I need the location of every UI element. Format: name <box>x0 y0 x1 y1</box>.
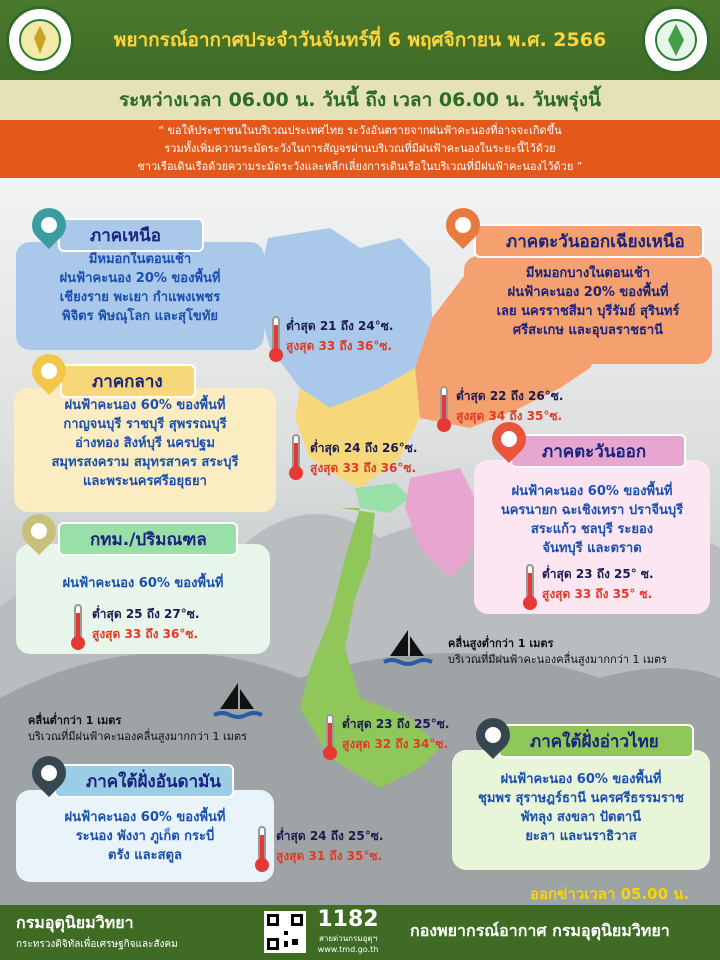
qr-code[interactable] <box>264 911 306 953</box>
south-andaman-line-3: ตรัง และสตูล <box>108 848 182 863</box>
bangkok-line-1: ฝนฟ้าคะนอง 60% ของพื้นที่ <box>62 576 224 591</box>
south-andaman-thermometer-icon <box>258 826 266 866</box>
wave-desc-gulf: บริเวณที่มีฝนฟ้าคะนองคลื่นสูงมากกว่า 1 เมตร <box>448 653 668 666</box>
south-gulf-tab: ภาคใต้ฝั่งอ่าวไทย <box>498 724 694 758</box>
central-temp-high: สูงสุด 33 ถึง 36°ซ. <box>310 461 417 475</box>
south-gulf-line-1: ฝนฟ้าคะนอง 60% ของพื้นที่ <box>500 772 662 787</box>
bangkok-temperature <box>92 604 199 644</box>
central-tab: ภาคกลาง <box>60 364 196 398</box>
south-andaman-tab: ภาคใต้ฝั่งอันดามัน <box>54 764 234 798</box>
website-link[interactable]: www.tmd.go.th <box>317 945 379 954</box>
bangkok-thermometer-icon <box>74 604 82 644</box>
south-gulf-temp-low: ต่ำสุด 23 ถึง 25°ซ. <box>342 717 450 731</box>
warning-line-1: “ ขอให้ประชาชนในบริเวณประเทศไทย ระวังอันตรายจากฝนฟ้าคะนองที่อาจจะเกิดขึ้น <box>158 124 562 137</box>
bangkok-temp-low: ต่ำสุด 25 ถึง 27°ซ. <box>92 607 200 621</box>
northeast-thermometer-icon <box>440 386 448 426</box>
south-gulf-line-4: ยะลา และนราธิวาส <box>525 829 637 844</box>
central-line-3: อ่างทอง สิงห์บุรี นครปฐม <box>75 436 215 451</box>
north-forecast-box <box>16 242 264 350</box>
north-line-1: มีหมอกในตอนเช้า <box>88 252 192 267</box>
central-forecast-box <box>14 388 276 512</box>
hotline-block <box>316 907 380 955</box>
east-line-1: ฝนฟ้าคะนอง 60% ของพื้นที่ <box>511 484 673 499</box>
northeast-temp-low: ต่ำสุด 22 ถึง 26°ซ. <box>456 389 564 403</box>
east-tab: ภาคตะวันออก <box>510 434 686 468</box>
northeast-temperature <box>456 386 563 426</box>
page-title: พยากรณ์อากาศประจำวันจันทร์ที่ 6 พฤศจิกายน พ.ศ. 2566 <box>113 29 607 51</box>
wave-info-andaman <box>28 713 247 745</box>
hotline-caption: สายด่วนกรมอุตุฯ <box>318 934 378 943</box>
deity-emblem-icon <box>654 18 698 62</box>
south-gulf-forecast-box <box>452 750 710 870</box>
issued-time: ออกข่าวเวลา 05.00 น. <box>530 885 690 903</box>
south-andaman-temp-low: ต่ำสุด 24 ถึง 25°ซ. <box>276 829 384 843</box>
east-temp-low: ต่ำสุด 23 ถึง 25° ซ. <box>542 567 654 581</box>
north-tab: ภาคเหนือ <box>58 218 204 252</box>
footer-ministry: กระทรวงดิจิทัลเพื่อเศรษฐกิจและสังคม <box>16 939 178 950</box>
east-temperature <box>542 564 654 604</box>
wave-desc-andaman: บริเวณที่มีฝนฟ้าคะนองคลื่นสูงมากกว่า 1 เมตร <box>28 730 248 743</box>
footer-division: กองพยากรณ์อากาศ กรมอุตุนิยมวิทยา <box>410 921 670 940</box>
bangkok-tab: กทม./ปริมณฑล <box>58 522 238 556</box>
south-gulf-line-3: พัทลุง สงขลา ปัตตานี <box>520 810 642 825</box>
east-line-2: นครนายก ฉะเชิงเทรา ปราจีนบุรี <box>500 503 684 518</box>
map-scene <box>0 178 720 905</box>
central-temperature <box>310 438 417 478</box>
east-line-3: สระแก้ว ชลบุรี ระยอง <box>530 522 654 537</box>
northeast-tab: ภาคตะวันออกเฉียงเหนือ <box>474 224 704 258</box>
garuda-emblem-icon <box>18 18 62 62</box>
north-line-3: เชียงราย พะเยา กำแพงเพชร <box>59 290 221 305</box>
bangkok-temp-high: สูงสุด 33 ถึง 36°ซ. <box>92 627 199 641</box>
footer-org: กรมอุตุนิยมวิทยา <box>16 913 134 932</box>
east-temp-high: สูงสุด 33 ถึง 35° ซ. <box>542 587 653 601</box>
warning-line-3: ชาวเรือเดินเรือด้วยความระมัดระวังและหลีกเลี่ยงการเดินเรือในบริเวณที่มีฝนฟ้าคะนองไว้ด้วย ” <box>137 160 583 173</box>
warning-line-2: รวมทั้งเพิ่มความระมัดระวังในการสัญจรผ่านบริเวณที่มีฝนฟ้าคะนองในระยะนี้ไว้ด้วย <box>164 142 556 155</box>
central-line-2: กาญจนบุรี ราชบุรี สุพรรณบุรี <box>63 417 227 432</box>
north-thermometer-icon <box>272 316 280 356</box>
north-temp-low: ต่ำสุด 21 ถึง 24°ซ. <box>286 319 394 333</box>
south-gulf-temperature <box>342 714 449 754</box>
sailboat-icon-gulf <box>380 628 436 668</box>
central-line-5: และพระนครศรีอยุธยา <box>83 474 207 489</box>
warning-banner <box>0 120 720 178</box>
south-gulf-temp-high: สูงสุด 32 ถึง 34°ซ. <box>342 737 449 751</box>
north-line-2: ฝนฟ้าคะนอง 20% ของพื้นที่ <box>59 271 221 286</box>
north-temp-high: สูงสุด 33 ถึง 36°ซ. <box>286 339 393 353</box>
central-line-1: ฝนฟ้าคะนอง 60% ของพื้นที่ <box>64 398 226 413</box>
central-temp-low: ต่ำสุด 24 ถึง 26°ซ. <box>310 441 418 455</box>
header-bar <box>0 0 720 80</box>
north-temperature <box>286 316 393 356</box>
south-andaman-forecast-box <box>16 790 274 882</box>
wave-info-gulf <box>448 636 667 668</box>
north-line-4: พิจิตร พิษณุโลก และสุโขทัย <box>62 309 218 324</box>
northeast-temp-high: สูงสุด 34 ถึง 35°ซ. <box>456 409 563 423</box>
east-line-4: จันทบุรี และตราด <box>542 541 642 556</box>
south-gulf-thermometer-icon <box>326 714 334 754</box>
map-region-bangkok <box>355 483 410 513</box>
wave-title-andaman: คลื่นต่ำกว่า 1 เมตร <box>28 714 122 727</box>
hotline-number: 1182 <box>317 907 379 932</box>
east-thermometer-icon <box>526 564 534 604</box>
south-andaman-line-2: ระนอง พังงา ภูเก็ต กระบี่ <box>75 829 215 844</box>
ministry-logo <box>6 6 74 74</box>
northeast-line-3: เลย นครราชสีมา บุรีรัมย์ สุรินทร์ <box>496 304 680 319</box>
wave-title-gulf: คลื่นสูงต่ำกว่า 1 เมตร <box>448 637 554 650</box>
central-line-4: สมุทรสงคราม สมุทรสาคร สระบุรี <box>51 455 239 470</box>
south-gulf-line-2: ชุมพร สุราษฎร์ธานี นครศรีธรรมราช <box>478 791 684 806</box>
south-andaman-temperature <box>276 826 383 866</box>
central-thermometer-icon <box>292 434 300 474</box>
northeast-forecast-box <box>464 256 712 364</box>
northeast-line-4: ศรีสะเกษ และอุบลราชธานี <box>512 323 664 338</box>
qr-code-icon <box>264 911 306 953</box>
northeast-line-1: มีหมอกบางในตอนเช้า <box>525 266 651 281</box>
northeast-line-2: ฝนฟ้าคะนอง 20% ของพื้นที่ <box>507 285 669 300</box>
south-andaman-temp-high: สูงสุด 31 ถึง 35°ซ. <box>276 849 383 863</box>
forecast-period: ระหว่างเวลา 06.00 น. วันนี้ ถึง เวลา 06.00 น. วันพรุ่งนี้ <box>0 80 720 120</box>
south-andaman-line-1: ฝนฟ้าคะนอง 60% ของพื้นที่ <box>64 810 226 825</box>
footer-bar <box>0 905 720 960</box>
tmd-logo <box>642 6 710 74</box>
